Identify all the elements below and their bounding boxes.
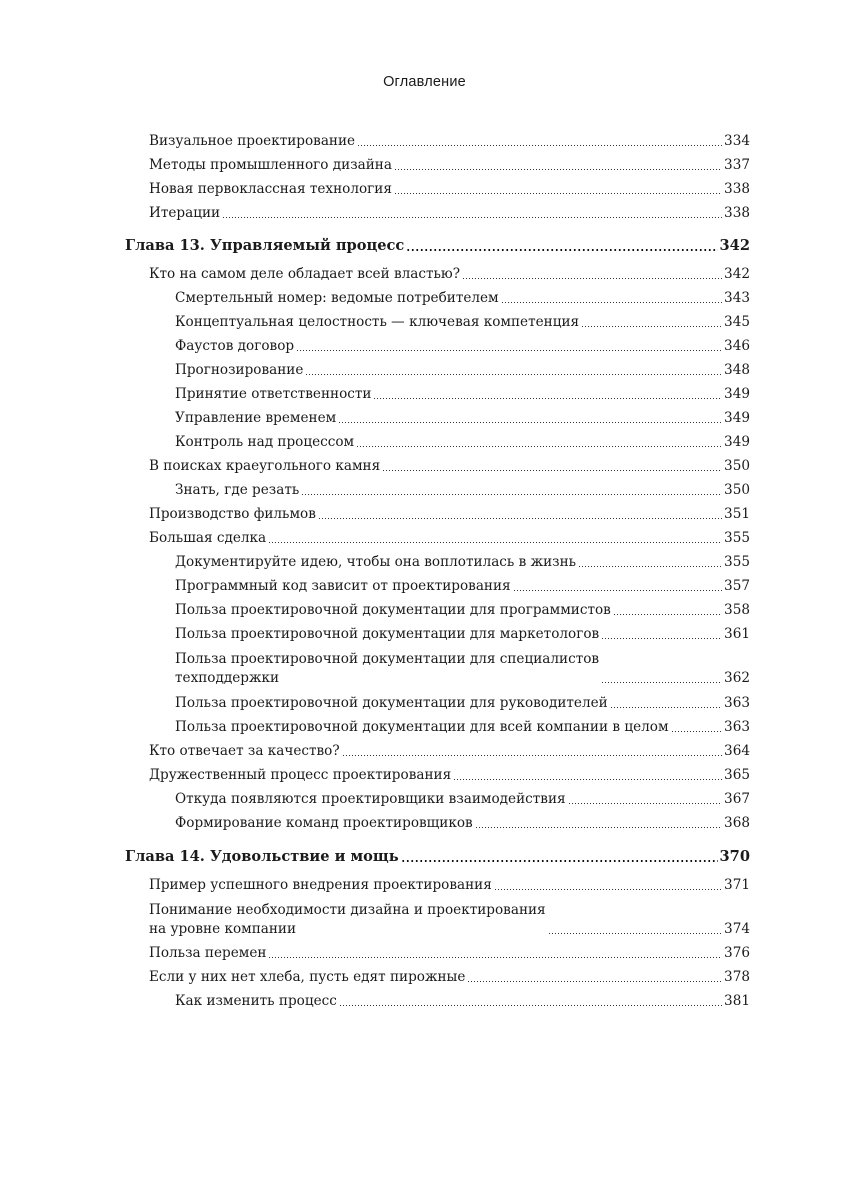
toc-entry-title: Польза проектировочной документации для программистов	[175, 602, 611, 618]
toc-entry-page-number: 334	[724, 133, 750, 149]
toc-entry-title: Польза проектировочной документации для всей компании в целом	[175, 719, 669, 735]
toc-entry-page-number: 362	[724, 670, 750, 686]
toc-entry-page-number: 343	[724, 290, 750, 306]
toc-entry-page-number: 337	[724, 157, 750, 173]
dot-leader	[401, 860, 718, 862]
toc-entry-title: Контроль над процессом	[175, 434, 355, 450]
toc-entry-title: Знать, где резать	[175, 482, 300, 498]
toc-chapter-entry[interactable]	[125, 848, 750, 866]
toc-entry-page-number: 345	[724, 314, 750, 330]
dot-leader	[462, 278, 722, 279]
toc-entry-title: Пример успешного внедрения проектирования	[149, 877, 492, 893]
toc-entry-title: Концептуальная целостность — ключевая компетенция	[175, 314, 580, 330]
toc-entry-title: Кто отвечает за качество?	[149, 743, 340, 759]
toc-entry-page-number: 346	[724, 338, 750, 354]
toc-entry-title: Глава 14. Удовольствие и мощь	[125, 848, 399, 865]
toc-entry-page-number: 368	[724, 815, 750, 831]
dot-leader	[453, 779, 722, 780]
toc-entry-page-number: 365	[724, 767, 750, 783]
toc-entry[interactable]	[175, 992, 750, 1010]
toc-entry-title: Если у них нет хлеба, пусть едят пирожные	[149, 969, 466, 985]
toc-entry-title: В поисках краеугольного камня	[149, 458, 381, 474]
toc-entry-page-number: 357	[724, 578, 750, 594]
toc-entry-page-number: 370	[719, 848, 750, 865]
toc-entry-page-number: 348	[724, 362, 750, 378]
toc-entry-title: Методы промышленного дизайна	[149, 157, 392, 173]
toc-entry-page-number: 361	[724, 626, 750, 642]
dot-leader	[342, 755, 722, 756]
toc-entry-title: Глава 13. Управляемый процесс	[125, 237, 405, 254]
toc-entry[interactable]	[149, 900, 750, 938]
toc-entry-title: Прогнозирование	[175, 362, 304, 378]
dot-leader	[305, 374, 722, 375]
toc-entry[interactable]	[175, 409, 750, 427]
toc-entry-page-number: 364	[724, 743, 750, 759]
dot-leader	[467, 981, 722, 982]
dot-leader	[373, 398, 722, 399]
toc-entry[interactable]	[149, 156, 750, 174]
toc-entry[interactable]	[175, 481, 750, 499]
dot-leader	[268, 542, 722, 543]
toc-entry-page-number: 351	[724, 506, 750, 522]
toc-entry-page-number: 363	[724, 695, 750, 711]
toc-chapter-entry[interactable]	[125, 237, 750, 255]
toc-entry-page-number: 376	[724, 945, 750, 961]
dot-leader	[356, 446, 722, 447]
toc-entry-title: Формирование команд проектировщиков	[175, 815, 473, 831]
toc-entry-page-number: 374	[724, 921, 750, 937]
toc-entry[interactable]	[175, 694, 750, 712]
toc-entry-title: Дружественный процесс проектирования	[149, 767, 452, 783]
toc-entry[interactable]	[149, 132, 750, 150]
toc-entry-title-line1: Польза проектировочной документации для специалистов	[175, 651, 600, 667]
toc-entry[interactable]	[175, 790, 750, 808]
toc-entry[interactable]	[149, 766, 750, 784]
toc-entry-page-number: 367	[724, 791, 750, 807]
toc-entry[interactable]	[149, 180, 750, 198]
dot-leader	[318, 518, 722, 519]
toc-entry-page-number: 349	[724, 410, 750, 426]
toc-entry-title	[175, 649, 599, 687]
toc-entry-title: Польза перемен	[149, 945, 267, 961]
dot-leader	[548, 933, 722, 934]
toc-entry-title-line1: Понимание необходимости дизайна и проектирования	[149, 902, 546, 918]
dot-leader	[394, 193, 722, 194]
running-header: Оглавление	[383, 74, 466, 90]
toc-entry[interactable]	[175, 601, 750, 619]
dot-leader	[338, 422, 722, 423]
toc-entry[interactable]	[149, 457, 750, 475]
toc-entry-title: Откуда появляются проектировщики взаимодействия	[175, 791, 566, 807]
toc-entry-page-number: 349	[724, 434, 750, 450]
toc-entry-page-number: 342	[719, 237, 750, 254]
dot-leader	[501, 302, 722, 303]
toc-entry-title: Новая первоклассная технология	[149, 181, 392, 197]
toc-entry-title: Управление временем	[175, 410, 337, 426]
dot-leader	[613, 614, 722, 615]
toc-entry[interactable]	[149, 944, 750, 962]
toc-entry[interactable]	[149, 742, 750, 760]
dot-leader	[406, 249, 717, 251]
toc-entry[interactable]	[149, 968, 750, 986]
dot-leader	[494, 889, 722, 890]
toc-entry[interactable]	[175, 814, 750, 832]
toc-entry-page-number: 338	[724, 205, 750, 221]
toc-entry-page-number: 355	[724, 530, 750, 546]
toc-entry[interactable]	[175, 577, 750, 595]
dot-leader	[301, 494, 722, 495]
toc-entry[interactable]	[175, 337, 750, 355]
toc-entry[interactable]	[175, 433, 750, 451]
toc-entry[interactable]	[175, 625, 750, 643]
toc-entry[interactable]	[175, 718, 750, 736]
toc-entry-page-number: 350	[724, 458, 750, 474]
toc-entry-page-number: 381	[724, 993, 750, 1009]
dot-leader	[601, 638, 722, 639]
dot-leader	[268, 957, 722, 958]
toc-entry[interactable]	[175, 553, 750, 571]
toc-entry-title: Документируйте идею, чтобы она воплотилась в жизнь	[175, 554, 577, 570]
toc-entry-page-number: 349	[724, 386, 750, 402]
dot-leader	[578, 566, 722, 567]
toc-entry-title: Производство фильмов	[149, 506, 316, 522]
dot-leader	[382, 470, 722, 471]
toc-entry-title: Большая сделка	[149, 530, 267, 546]
toc-entry[interactable]	[149, 204, 750, 222]
dot-leader	[581, 326, 722, 327]
toc-entry-title: Как изменить процесс	[175, 993, 337, 1009]
toc-entry-title: Фаустов договор	[175, 338, 295, 354]
dot-leader	[394, 169, 722, 170]
dot-leader	[601, 682, 722, 683]
toc-entry[interactable]	[149, 876, 750, 894]
toc-entry[interactable]	[149, 529, 750, 547]
dot-leader	[610, 707, 722, 708]
toc-entry-title: Итерации	[149, 205, 221, 221]
toc-entry[interactable]	[175, 649, 750, 687]
dot-leader	[222, 217, 722, 218]
toc-entry-page-number: 342	[724, 266, 750, 282]
dot-leader	[568, 803, 722, 804]
dot-leader	[357, 145, 722, 146]
toc-entry-page-number: 378	[724, 969, 750, 985]
toc-entry-page-number: 338	[724, 181, 750, 197]
toc-entry-page-number: 358	[724, 602, 750, 618]
toc-entry-title-line2: на уровне компании	[149, 921, 297, 937]
toc-entry-title: Смертельный номер: ведомые потребителем	[175, 290, 499, 306]
toc-entry-title	[149, 900, 546, 938]
toc-entry-page-number: 355	[724, 554, 750, 570]
toc-entry[interactable]	[175, 361, 750, 379]
toc-entry[interactable]	[175, 313, 750, 331]
toc-entry-title: Визуальное проектирование	[149, 133, 356, 149]
dot-leader	[339, 1005, 722, 1006]
toc-entry-page-number: 350	[724, 482, 750, 498]
toc-entry-page-number: 371	[724, 877, 750, 893]
toc-entry-page-number: 363	[724, 719, 750, 735]
toc-entry[interactable]	[149, 265, 750, 283]
toc-entry-title-line2: техподдержки	[175, 670, 280, 686]
toc-entry[interactable]	[149, 505, 750, 523]
toc-entry-title: Кто на самом деле обладает всей властью?	[149, 266, 461, 282]
toc-entry[interactable]	[175, 289, 750, 307]
toc-entry-title: Принятие ответственности	[175, 386, 372, 402]
toc-entry-title: Программный код зависит от проектирования	[175, 578, 511, 594]
toc-entry[interactable]	[175, 385, 750, 403]
dot-leader	[296, 350, 722, 351]
toc-entry-title: Польза проектировочной документации для руководителей	[175, 695, 608, 711]
dot-leader	[513, 590, 722, 591]
dot-leader	[671, 731, 723, 732]
toc-entry-title: Польза проектировочной документации для маркетологов	[175, 626, 600, 642]
dot-leader	[475, 827, 722, 828]
